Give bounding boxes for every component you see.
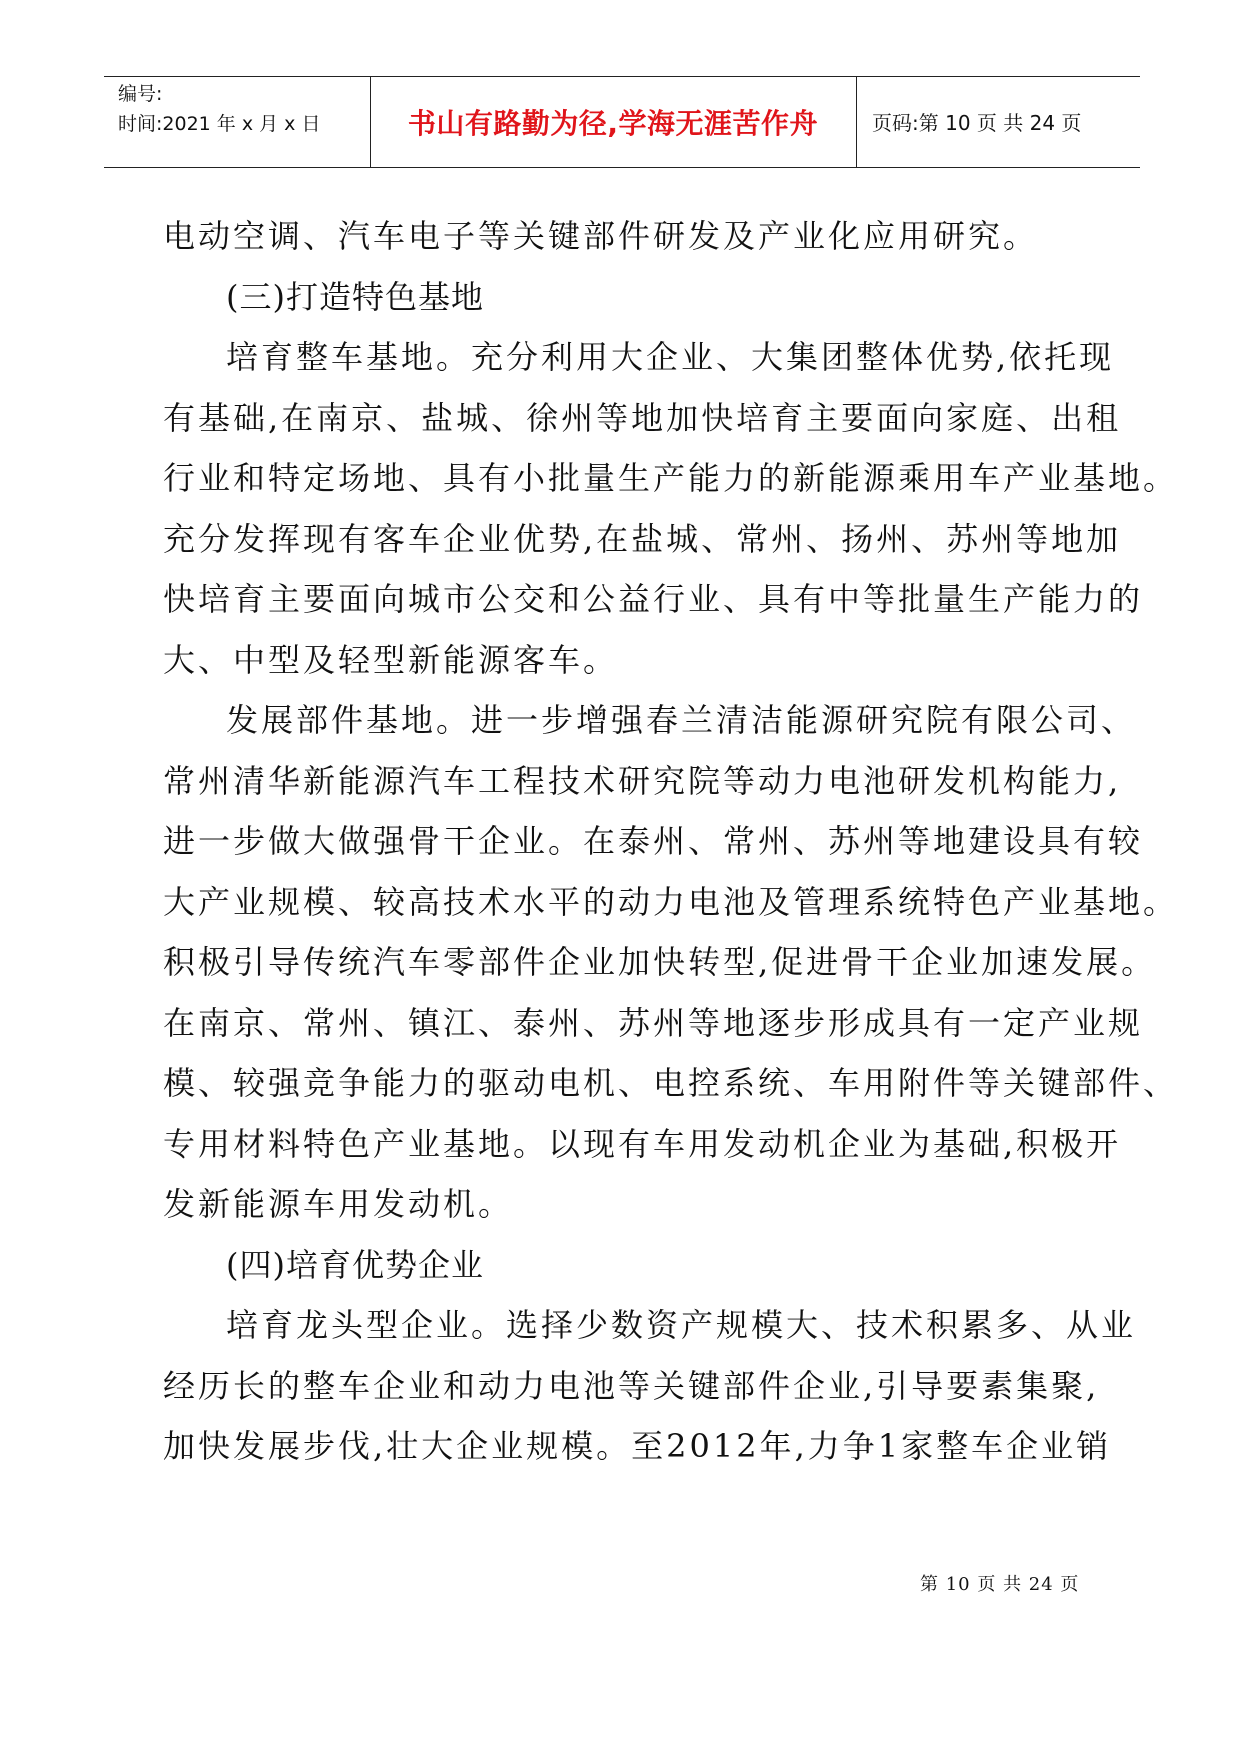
header-page-info: 页码:第 10 页 共 24 页 [872,111,1082,135]
serial-label: 编号: [118,83,163,105]
text-line: 积极引导传统汽车零部件企业加快转型,促进骨干企业加速发展。 [163,943,1157,981]
text-line: 培育整车基地。充分利用大企业、大集团整体优势,依托现 [226,338,1115,376]
header-motto: 书山有路勤为径,学海无涯苦作舟 [407,106,819,140]
text-line: 大、中型及轻型新能源客车。 [163,640,619,679]
page-header [104,76,1140,168]
text-line: 行业和特定场地、具有小批量生产能力的新能源乘用车产业基地。 [163,459,1179,497]
document-body [163,206,1179,1477]
section-heading: (三)打造特色基地 [226,277,484,316]
text-line: 充分发挥现有客车企业优势,在盐城、常州、扬州、苏州等地加 [163,519,1122,558]
text-line: 模、较强竞争能力的驱动电机、电控系统、车用附件等关键部件、 [163,1064,1179,1102]
text-line: 快培育主要面向城市公交和公益行业、具有中等批量生产能力的 [163,580,1144,618]
text-line: 进一步做大做强骨干企业。在泰州、常州、苏州等地建设具有较 [163,822,1144,860]
time-label: 时间:2021 年 x 月 x 日 [118,113,321,135]
text-line: 培育龙头型企业。选择少数资产规模大、技术积累多、从业 [226,1306,1137,1344]
text-line: 有基础,在南京、盐城、徐州等地加快培育主要面向家庭、出租 [163,398,1122,437]
text-line: 经历长的整车企业和动力电池等关键部件企业,引导要素集聚, [163,1366,1100,1405]
text-line: 发展部件基地。进一步增强春兰清洁能源研究院有限公司、 [226,701,1137,739]
text-line: 在南京、常州、镇江、泰州、苏州等地逐步形成具有一定产业规 [163,1003,1144,1042]
page-footer: 第 10 页 共 24 页 [920,1574,1080,1595]
header-meta [118,81,320,137]
text-line: 专用材料特色产业基地。以现有车用发动机企业为基础,积极开 [163,1124,1122,1163]
text-line: 电动空调、汽车电子等关键部件研发及产业化应用研究。 [163,217,1039,255]
section-heading: (四)培育优势企业 [226,1245,484,1284]
text-line: 发新能源车用发动机。 [163,1185,514,1223]
text-line: 大产业规模、较高技术水平的动力电池及管理系统特色产业基地。 [163,882,1179,921]
text-line: 加快发展步伐,壮大企业规模。至2012年,力争1家整车企业销 [163,1427,1112,1465]
text-line: 常州清华新能源汽车工程技术研究院等动力电池研发机构能力, [163,761,1122,800]
